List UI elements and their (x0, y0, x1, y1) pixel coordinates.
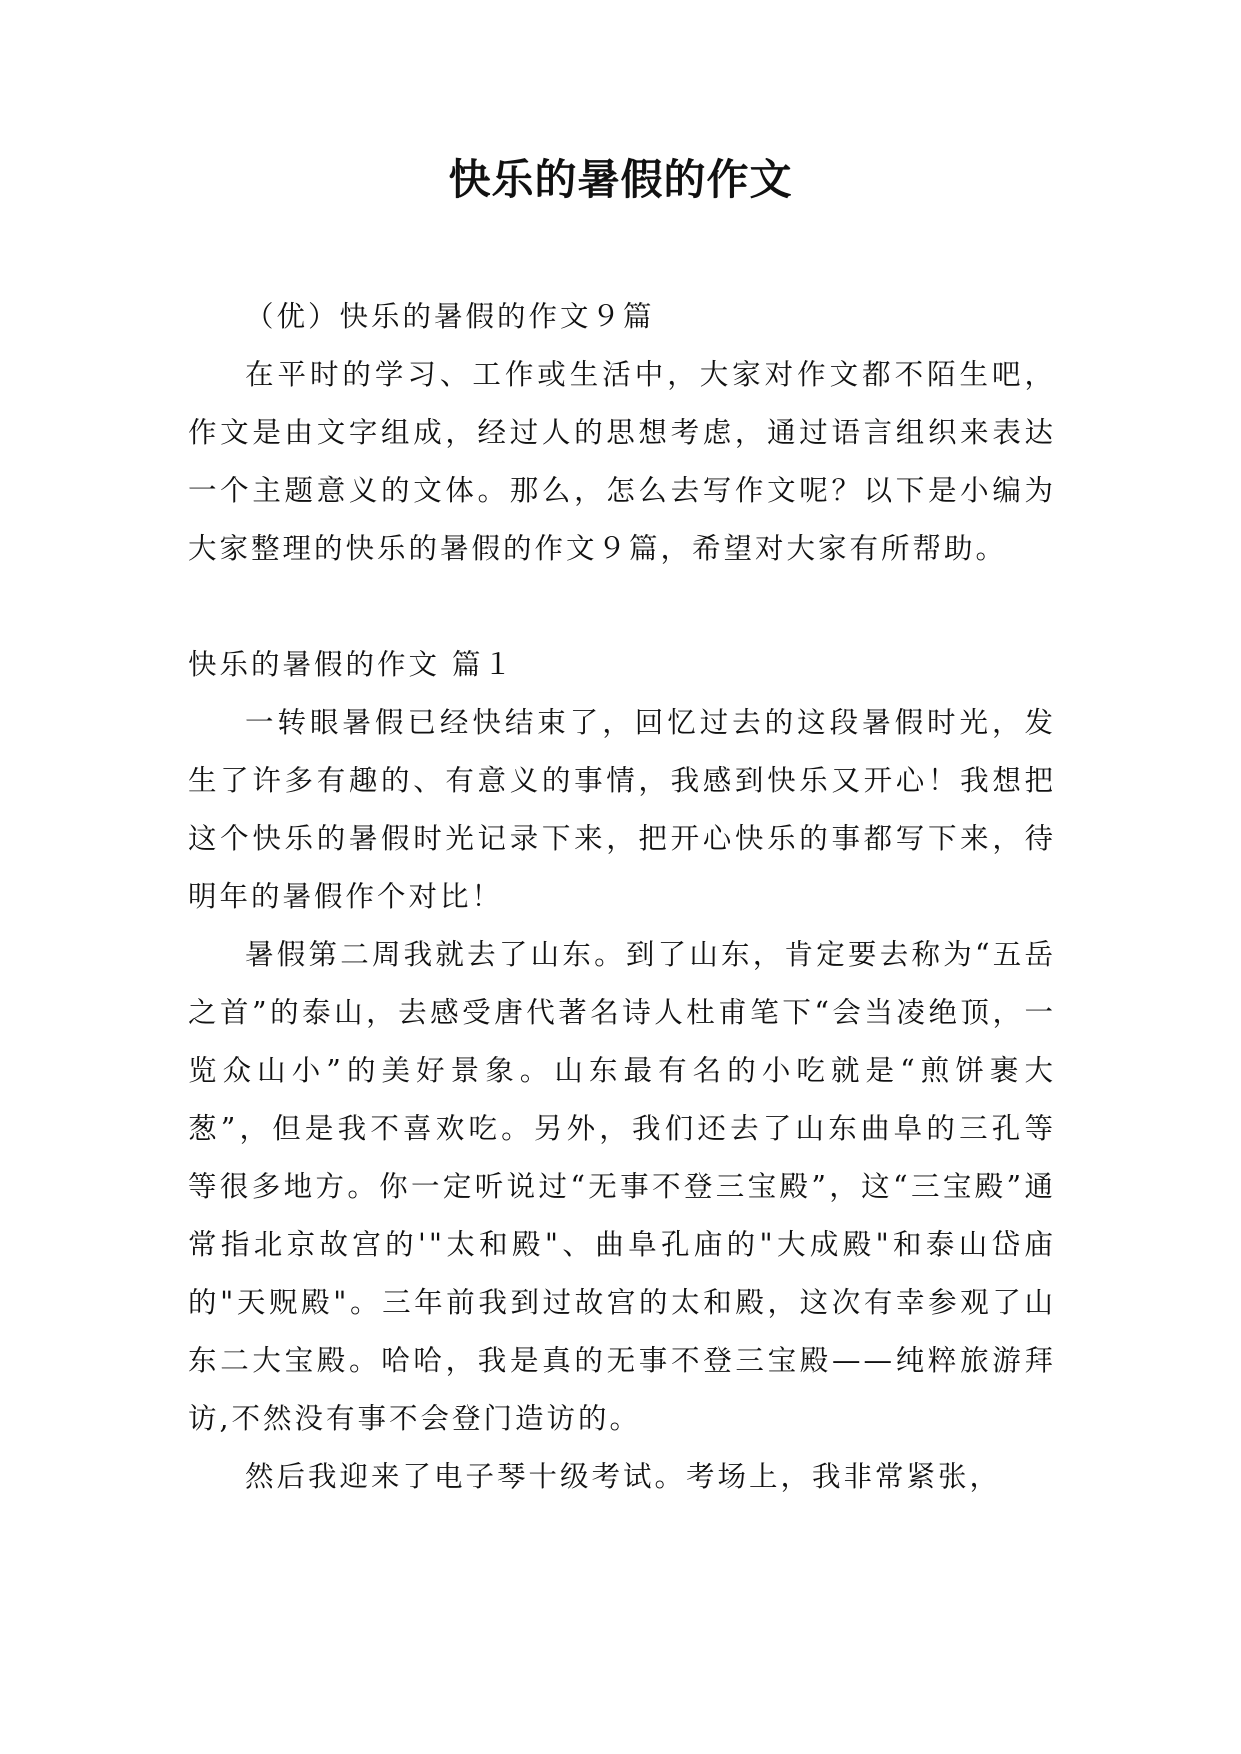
paragraph-spacer (188, 578, 1056, 636)
intro-paragraph: 在平时的学习、工作或生活中，大家对作文都不陌生吧，作文是由文字组成，经过人的思想考虑，通过语言组织来表达一个主题意义的文体。那么，怎么去写作文呢？以下是小编为大家整理的快乐的暑假的作文９篇，希望对大家有所帮助。 (188, 358, 1056, 565)
body-paragraph-1: 一转眼暑假已经快结束了，回忆过去的这段暑假时光，发生了许多有趣的、有意义的事情，我感到快乐又开心！我想把这个快乐的暑假时光记录下来，把开心快乐的事都写下来，待明年的暑假作个对比！ (188, 706, 1056, 913)
document-body (188, 288, 1056, 1506)
body-paragraph-3: 然后我迎来了电子琴十级考试。考场上，我非常紧张， (245, 1460, 1002, 1493)
document-subtitle: （优）快乐的暑假的作文９篇 (245, 300, 655, 333)
body-paragraph-2: 暑假第二周我就去了山东。到了山东，肯定要去称为“五岳之首”的泰山，去感受唐代著名诗人杜甫笔下“会当凌绝顶，一览众山小”的美好景象。山东最有名的小吃就是“煎饼裹大葱”，但是我不喜欢吃。另外，我们还去了山东曲阜的三孔等等很多地方。你一定听说过“无事不登三宝殿”，这“三宝殿”通常指北京故宫的'"太和殿"、曲阜孔庙的"大成殿"和泰山岱庙的"天贶殿"。三年前我到过故宫的太和殿，这次有幸参观了山东二大宝殿。哈哈，我是真的无事不登三宝殿——纯粹旅游拜访,不然没有事不会登门造访的。 (188, 938, 1056, 1435)
section-heading: 快乐的暑假的作文 篇１ (188, 648, 516, 681)
document-title: 快乐的暑假的作文 (448, 155, 793, 204)
